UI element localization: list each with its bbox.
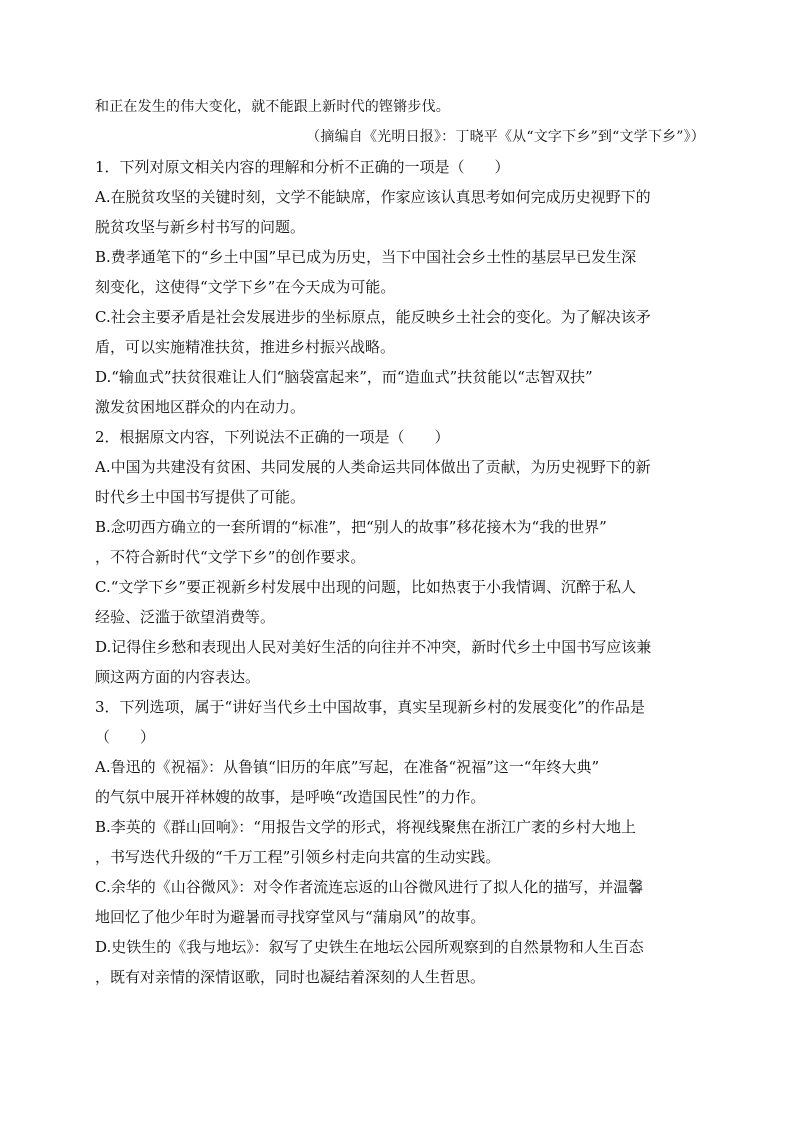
- question-stem-cont: （ ）: [95, 728, 156, 746]
- option-d-line1: D.记得住乡愁和表现出人民对美好生活的向往并不冲突，新时代乡土中国书写应该兼: [95, 638, 652, 656]
- option-b-line2: ，不符合新时代“文学下乡”的创作要求。: [95, 548, 366, 566]
- option-b-line1: B.李英的《群山回响》：“用报告文学的形式，将视线聚焦在浙江广袤的乡村大地上: [95, 818, 636, 836]
- option-c-line1: C.“文学下乡”要正视新乡村发展中出现的问题，比如热衷于小我情调、沉醉于私人: [95, 578, 637, 596]
- intro-line: 和正在发生的伟大变化，就不能跟上新时代的铿锵步伐。: [95, 99, 450, 115]
- option-c-line1: C.社会主要矛盾是社会发展进步的坐标原点，能反映乡土社会的变化。为了解决该矛: [95, 308, 651, 326]
- option-a-line2: 的气氛中展开祥林嫂的故事，是呼唤“改造国民性”的力作。: [95, 788, 486, 806]
- option-a-line2: 时代乡土中国书写提供了可能。: [95, 488, 306, 506]
- question-2: [95, 422, 705, 692]
- option-d-line2: 顾这两方面的内容表达。: [95, 668, 261, 686]
- option-d-line2: 激发贫困地区群众的内在动力。: [95, 398, 306, 416]
- option-c-line1: C.余华的《山谷微风》：对令作者流连忘返的山谷微风进行了拟人化的描写，并温馨: [95, 878, 644, 896]
- option-b-line1: B.费孝通笔下的“乡土中国”早已成为历史，当下中国社会乡土性的基层早已发生深: [95, 248, 637, 266]
- option-a-line1: A.在脱贫攻坚的关键时刻，文学不能缺席，作家应该认真思考如何完成历史视野下的: [95, 188, 651, 206]
- document-content: [95, 92, 705, 992]
- source-citation: （摘编自《光明日报》：丁晓平《从“文字下乡”到“文学下乡”》）: [306, 129, 705, 145]
- option-a-line1: A.中国为共建没有贫困、共同发展的人类命运共同体做出了贡献，为历史视野下的新: [95, 458, 651, 476]
- option-a-line1: A.鲁迅的《祝福》：从鲁镇“旧历的年底”写起，在准备“祝福”这一“年终大典”: [95, 758, 600, 776]
- option-b-line1: B.念叨西方确立的一套所谓的“标准”，把“别人的故事”移花接木为“我的世界”: [95, 518, 607, 536]
- question-stem: 2．根据原文内容，下列说法不正确的一项是（ ）: [95, 428, 450, 446]
- option-c-line2: 盾，可以实施精准扶贫，推进乡村振兴战略。: [95, 338, 396, 356]
- option-c-line2: 经验、泛滥于欲望消费等。: [95, 608, 276, 626]
- option-c-line2: 地回忆了他少年时为避暑而寻找穿堂风与“蒲扇风”的故事。: [95, 908, 486, 926]
- question-stem: 1．下列对原文相关内容的理解和分析不正确的一项是（ ）: [95, 158, 510, 176]
- option-d-line1: D.史铁生的《我与地坛》：叙写了史铁生在地坛公园所观察到的自然景物和人生百态: [95, 938, 644, 956]
- question-3: [95, 692, 705, 992]
- option-b-line2: ，书写迭代升级的“千万工程”引领乡村走向共富的生动实践。: [95, 848, 501, 866]
- option-d-line1: D.“输血式”扶贫很难让人们“脑袋富起来”，而“造血式”扶贫能以“志智双扶”: [95, 368, 593, 386]
- option-a-line2: 脱贫攻坚与新乡村书写的问题。: [95, 218, 306, 236]
- option-b-line2: 刻变化，这使得“文学下乡”在今天成为可能。: [95, 278, 396, 296]
- question-1: [95, 152, 705, 422]
- question-stem: 3．下列选项，属于“讲好当代乡土中国故事，真实呈现新乡村的发展变化”的作品是: [95, 698, 645, 716]
- option-d-line2: ，既有对亲情的深情讴歌，同时也凝结着深刻的人生哲思。: [95, 968, 486, 986]
